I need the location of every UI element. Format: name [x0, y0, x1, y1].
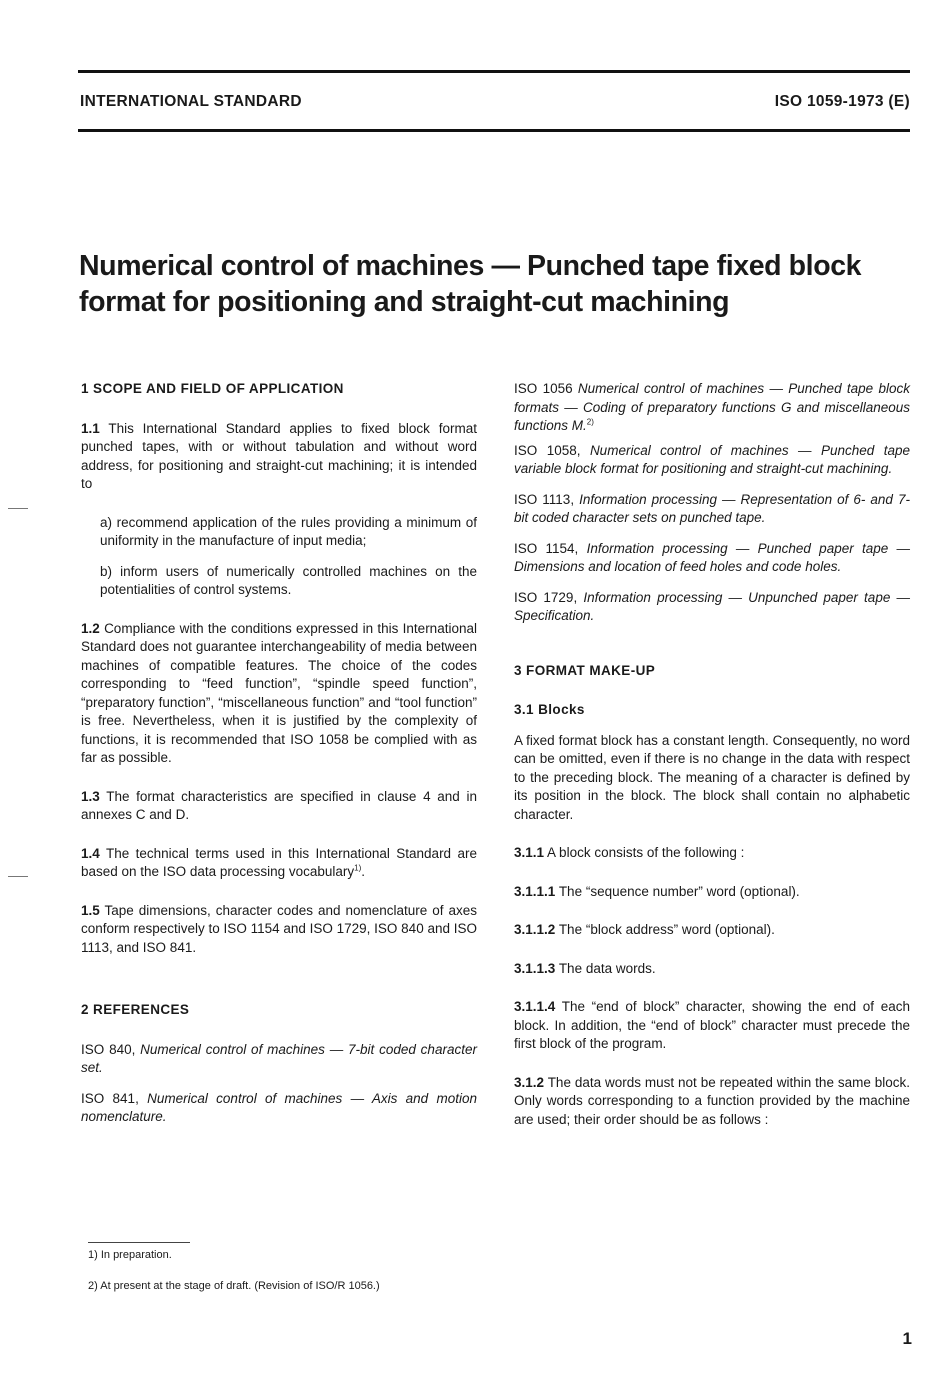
- header-bottom-rule: [78, 129, 910, 132]
- reference-iso-841: [81, 1090, 477, 1127]
- reference-iso-1113: [514, 491, 910, 528]
- reference-iso-1729: [514, 589, 910, 626]
- clause-1-5: [81, 902, 477, 958]
- clause-3-1-1: [514, 844, 910, 863]
- clause-3-1-1-3: [514, 960, 910, 979]
- clause-text: The format characteristics are specified in clause 4 and in annexes C and D.: [81, 788, 477, 822]
- footnote-2: 2) At present at the stage of draft. (Revision of ISO/R 1056.): [88, 1280, 380, 1292]
- header-left: INTERNATIONAL STANDARD: [80, 93, 302, 110]
- reference-code: ISO 1056: [514, 381, 573, 396]
- list-item-a: a) recommend application of the rules providing a minimum of uniformity in the manufacture of input media;: [100, 514, 477, 548]
- list-item-b: b) inform users of numerically controlled machines on the potentialities of control systems.: [100, 563, 477, 597]
- header-top-rule: [78, 70, 910, 73]
- reference-title: Information processing — Unpunched paper tape — Specification.: [514, 589, 910, 623]
- clause-text: The “end of block” character, showing the end of each block. In addition, the “end of block” character must precede the first block of the program.: [514, 999, 910, 1051]
- clause-1-4: [81, 845, 477, 882]
- clause-number: 1.4: [81, 845, 100, 861]
- margin-mark: [8, 876, 28, 877]
- reference-code: ISO 1058,: [514, 442, 581, 458]
- right-column: [514, 380, 910, 1149]
- clause-1-1: [81, 420, 477, 494]
- section-3-1-heading: 3.1 Blocks: [514, 702, 585, 717]
- clause-3-1-1-1: [514, 883, 910, 902]
- clause-number: 1.3: [81, 788, 100, 804]
- clause-number: 1.5: [81, 902, 100, 918]
- reference-title: Information processing — Representation of 6- and 7-bit coded character sets on punched tape.: [514, 491, 910, 525]
- reference-title: Numerical control of machines — Punched tape block formats — Coding of preparatory functions G and miscellaneous functions M.: [514, 381, 910, 433]
- clause-number: 3.1.1.1: [514, 883, 556, 899]
- reference-title: Numerical control of machines — 7-bit coded character set.: [81, 1041, 477, 1075]
- clause-number: 3.1.1: [514, 845, 545, 860]
- clause-1-3: [81, 788, 477, 825]
- clause-3-1-2: [514, 1074, 910, 1130]
- reference-code: ISO 1113,: [514, 491, 575, 507]
- clause-3-1-1-4: [514, 998, 910, 1054]
- footnote-divider: [88, 1242, 190, 1243]
- reference-code: ISO 1729,: [514, 589, 578, 605]
- clause-text: Compliance with the conditions expressed in this International Standard does not guarantee interchangeability of media between machines of compatible features. The choice of the codes corresponding to “feed function”, “spindle speed function”, “preparatory function”, “miscellaneous function” and “tool function” is free. Nevertheless, when it is justified by the complexity of functions, it is recommended that ISO 1058 be complied with as far as possible.: [81, 620, 477, 765]
- clause-text: The data words.: [558, 960, 656, 976]
- reference-iso-1056: [514, 380, 910, 436]
- clause-text: This International Standard applies to fixed block format punched tapes, with or without tabulation and without word address, for positioning and straight-cut machining; it is intended to: [81, 420, 477, 491]
- clause-number: 3.1.1.2: [514, 922, 556, 937]
- reference-iso-1154: [514, 540, 910, 577]
- footnote-ref-1: 1): [354, 863, 362, 873]
- document-title: Numerical control of machines — Punched tape fixed block format for positioning and straight-cut machining: [79, 250, 862, 318]
- reference-code: ISO 841,: [81, 1090, 139, 1106]
- reference-code: ISO 840,: [81, 1041, 136, 1057]
- clause-number: 3.1.1.3: [514, 960, 556, 976]
- reference-iso-840: [81, 1041, 477, 1078]
- clause-number: 3.1.1.4: [514, 999, 556, 1014]
- clause-text: The “sequence number” word (optional).: [558, 883, 800, 899]
- section-1-heading: 1 SCOPE AND FIELD OF APPLICATION: [81, 381, 344, 396]
- reference-title: Information processing — Punched paper tape — Dimensions and location of feed holes and code holes.: [514, 540, 910, 574]
- clause-number: 1.2: [81, 620, 100, 636]
- reference-title: Numerical control of machines — Axis and motion nomenclature.: [81, 1090, 477, 1124]
- clause-text: A block consists of the following :: [547, 845, 745, 860]
- clause-text: The data words must not be repeated within the same block. Only words corresponding to a function provided by the machine are used; their order should be as follows :: [514, 1074, 910, 1127]
- footnote-ref-2: 2): [586, 417, 594, 427]
- clause-1-2: [81, 620, 477, 768]
- reference-title: Numerical control of machines — Punched tape variable block format for positioning and straight-cut machining.: [514, 442, 910, 476]
- left-column: [81, 380, 477, 1139]
- section-2-heading: 2 REFERENCES: [81, 1002, 190, 1017]
- clause-text: The “block address” word (optional).: [558, 922, 775, 937]
- clause-end: .: [361, 864, 366, 879]
- margin-mark: [8, 508, 28, 509]
- reference-iso-1058: [514, 442, 910, 479]
- clause-3-1: A fixed format block has a constant length. Consequently, no word can be omitted, even if there is no change in the data with respect to the preceding block. The meaning of a character is defined by its position in the block. The block shall contain no alphabetic character.: [514, 732, 910, 822]
- header-right: ISO 1059-1973 (E): [774, 93, 910, 110]
- page-number: 1: [902, 1329, 912, 1348]
- reference-code: ISO 1154,: [514, 540, 579, 556]
- footnote-1: 1) In preparation.: [88, 1249, 172, 1261]
- clause-number: 1.1: [81, 420, 100, 436]
- clause-text: Tape dimensions, character codes and nomenclature of axes conform respectively to ISO 1154 and ISO 1729, ISO 840 and ISO 1113, and ISO 841.: [81, 902, 477, 955]
- clause-number: 3.1.2: [514, 1074, 545, 1090]
- clause-text: The technical terms used in this International Standard are based on the ISO data processing vocabulary: [81, 845, 477, 879]
- section-3-heading: 3 FORMAT MAKE-UP: [514, 662, 656, 678]
- clause-3-1-1-2: [514, 921, 910, 940]
